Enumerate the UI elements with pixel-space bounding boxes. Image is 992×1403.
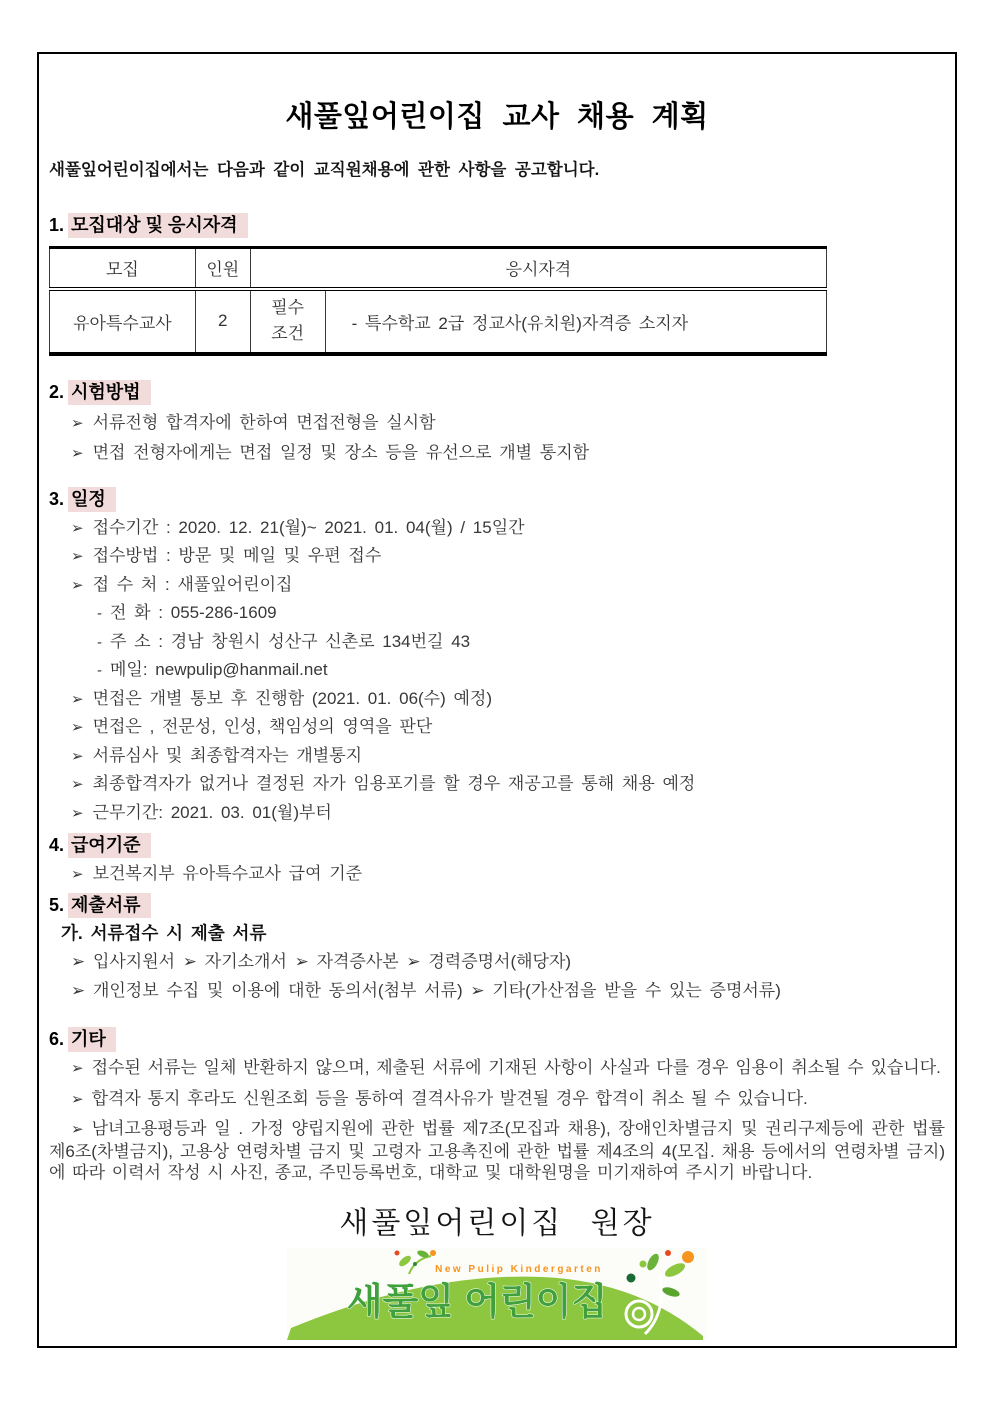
list-item-text: 면접 전형자에게는 면접 일정 및 장소 등을 유선으로 개별 통지함 — [92, 442, 590, 462]
documents-line: ➢ 입사지원서 ➢ 자기소개서 ➢ 자격증사본 ➢ 경력증명서(해당자) — [71, 952, 572, 971]
bullet-arrow-icon: ➢ — [71, 1090, 84, 1108]
section-2-title: 시험방법 — [68, 380, 151, 405]
section-4-heading — [49, 831, 945, 857]
list-item — [49, 770, 945, 799]
logo-english-text: New Pulip Kindergarten — [435, 1263, 603, 1275]
section-2-heading — [49, 378, 945, 404]
list-item — [49, 656, 945, 685]
list-item — [49, 571, 945, 600]
phone-text: 전 화 : 055-286-1609 — [110, 603, 277, 622]
address-text: 주 소 : 경남 창원시 성산구 신촌로 134번길 43 — [110, 631, 471, 651]
section-1-number: 1. — [49, 215, 65, 235]
list-item-text: 보건복지부 유아특수교사 급여 기준 — [92, 864, 363, 883]
section-5-subheading: 가. 서류접수 시 제출 서류 — [61, 923, 267, 943]
section-1-heading — [49, 211, 945, 237]
bullet-arrow-icon: ➢ — [71, 576, 84, 594]
list-item — [49, 742, 945, 771]
cell-condition-label — [250, 289, 325, 354]
bullet-arrow-icon: ➢ — [71, 548, 84, 565]
notice-text: 합격자 통지 후라도 신원조회 등을 통하여 결격사유가 발견될 경우 합격이 취소 될 수 있습니다. — [91, 1088, 808, 1108]
bullet-arrow-icon: ➢ — [71, 776, 84, 793]
cell-count: 2 — [195, 289, 250, 354]
col-header-qualification: 응시자격 — [250, 248, 826, 289]
list-item-text: 최종합격자가 없거나 결정된 자가 임용포기를 할 경우 재공고를 통해 채용 예정 — [92, 774, 696, 793]
list-item-text: 서류심사 및 최종합격자는 개별통지 — [92, 745, 363, 765]
section-2-number: 2. — [49, 381, 65, 402]
section-6-heading — [49, 1025, 945, 1051]
bullet-arrow-icon: ➢ — [71, 1121, 84, 1138]
signature-line: 새풀잎어린이집 원장 — [339, 1206, 655, 1240]
bullet-arrow-icon: ➢ — [71, 690, 84, 708]
bullet-arrow-icon: ➢ — [71, 1060, 84, 1077]
section-6-number: 6. — [49, 1029, 65, 1049]
dash-icon: - — [97, 633, 102, 651]
recruitment-table — [49, 246, 827, 356]
table-row — [50, 289, 827, 354]
kindergarten-logo — [287, 1248, 707, 1345]
notice-paragraph — [49, 1088, 945, 1111]
list-item-text: 접 수 처 : 새풀잎어린이집 — [92, 574, 293, 594]
list-item-text: 서류전형 합격자에 한하여 면접전형을 실시함 — [92, 412, 436, 432]
section-3-number: 3. — [49, 488, 65, 509]
list-item — [49, 685, 945, 714]
notice-text: 접수된 서류는 일체 반환하지 않으며, 제출된 서류에 기재된 사항이 사실과 다를 경우 임용이 취소될 수 있습니다. — [91, 1058, 941, 1077]
list-item-text: 면접은 개별 통보 후 진행함 (2021. 01. 06(수) 예정) — [92, 688, 492, 708]
bullet-arrow-icon: ➢ — [71, 804, 84, 822]
condition-label-line2: 조건 — [271, 324, 305, 343]
page-title: 새풀잎어린이집 교사 채용 계획 — [285, 101, 709, 133]
list-item — [49, 799, 945, 828]
col-header-count: 인원 — [195, 248, 250, 289]
email-text: 메일: newpulip@hanmail.net — [110, 660, 328, 679]
dash-icon: - — [97, 605, 102, 622]
notice-text: 남녀고용평등과 일 . 가정 양립지원에 관한 법률 제7조(모집과 채용), 장애인차별금지 및 권리구제등에 관한 법률 제6조(차별금지), 고용상 연령차별 금지 및 고령자 고용촉진에 관한 법률 제4조의 4(모집. 채용 등에서의 연령차별 금지)에 따라 이력서 작성 시 사진, 종교, 주민등록번호, 대학교 및 대학원명을 미기재하여 주시기 바랍니다. — [49, 1119, 945, 1182]
section-3-title: 일정 — [68, 487, 116, 512]
list-item — [49, 599, 945, 628]
document-page — [37, 52, 957, 1348]
dash-icon: - — [97, 662, 102, 679]
section-5-heading — [49, 891, 945, 917]
bullet-arrow-icon: ➢ — [71, 519, 84, 537]
section-5-number: 5. — [49, 895, 65, 915]
notice-paragraph — [49, 1118, 945, 1184]
list-item — [49, 859, 945, 889]
section-3-heading — [49, 485, 945, 511]
bullet-arrow-icon: ➢ — [71, 444, 84, 462]
list-item-text: 근무기간: 2021. 03. 01(월)부터 — [92, 802, 332, 822]
cell-requirement: - 특수학교 2급 정교사(유치원)자격증 소지자 — [325, 289, 826, 354]
bullet-arrow-icon: ➢ — [71, 719, 84, 736]
list-item — [49, 713, 945, 742]
list-item-text: 접수방법 : 방문 및 메일 및 우편 접수 — [92, 546, 382, 565]
list-item — [49, 514, 945, 543]
section-1-title: 모집대상 및 응시자격 — [68, 213, 248, 238]
bullet-arrow-icon: ➢ — [71, 747, 84, 765]
section-6-title: 기타 — [68, 1027, 116, 1052]
list-item-text: 면접은 , 전문성, 인성, 책임성의 영역을 판단 — [92, 717, 433, 736]
bullet-arrow-icon: ➢ — [71, 414, 84, 432]
table-header-row — [50, 248, 827, 289]
list-item — [49, 438, 945, 468]
section-4-number: 4. — [49, 835, 65, 855]
list-item — [49, 408, 945, 438]
documents-line: ➢ 개인정보 수집 및 이용에 대한 동의서(첨부 서류) ➢ 기타(가산점을 받을 수 있는 증명서류) — [71, 981, 781, 1000]
section-4-title: 급여기준 — [68, 833, 151, 858]
logo-korean-text: 새풀잎 어린이집 — [346, 1280, 608, 1322]
section-5-title: 제출서류 — [68, 893, 151, 918]
list-item-text: 접수기간 : 2020. 12. 21(월)~ 2021. 01. 04(월) / 15일간 — [92, 517, 525, 537]
list-item — [49, 542, 945, 571]
notice-paragraph — [49, 1057, 945, 1080]
intro-text: 새풀잎어린이집에서는 다음과 같이 교직원채용에 관한 사항을 공고합니다. — [49, 161, 600, 179]
col-header-recruit: 모집 — [50, 248, 196, 289]
list-item — [49, 628, 945, 657]
bullet-arrow-icon: ➢ — [71, 866, 84, 883]
cell-recruit: 유아특수교사 — [50, 289, 196, 354]
condition-label-line1: 필수 — [271, 298, 305, 317]
